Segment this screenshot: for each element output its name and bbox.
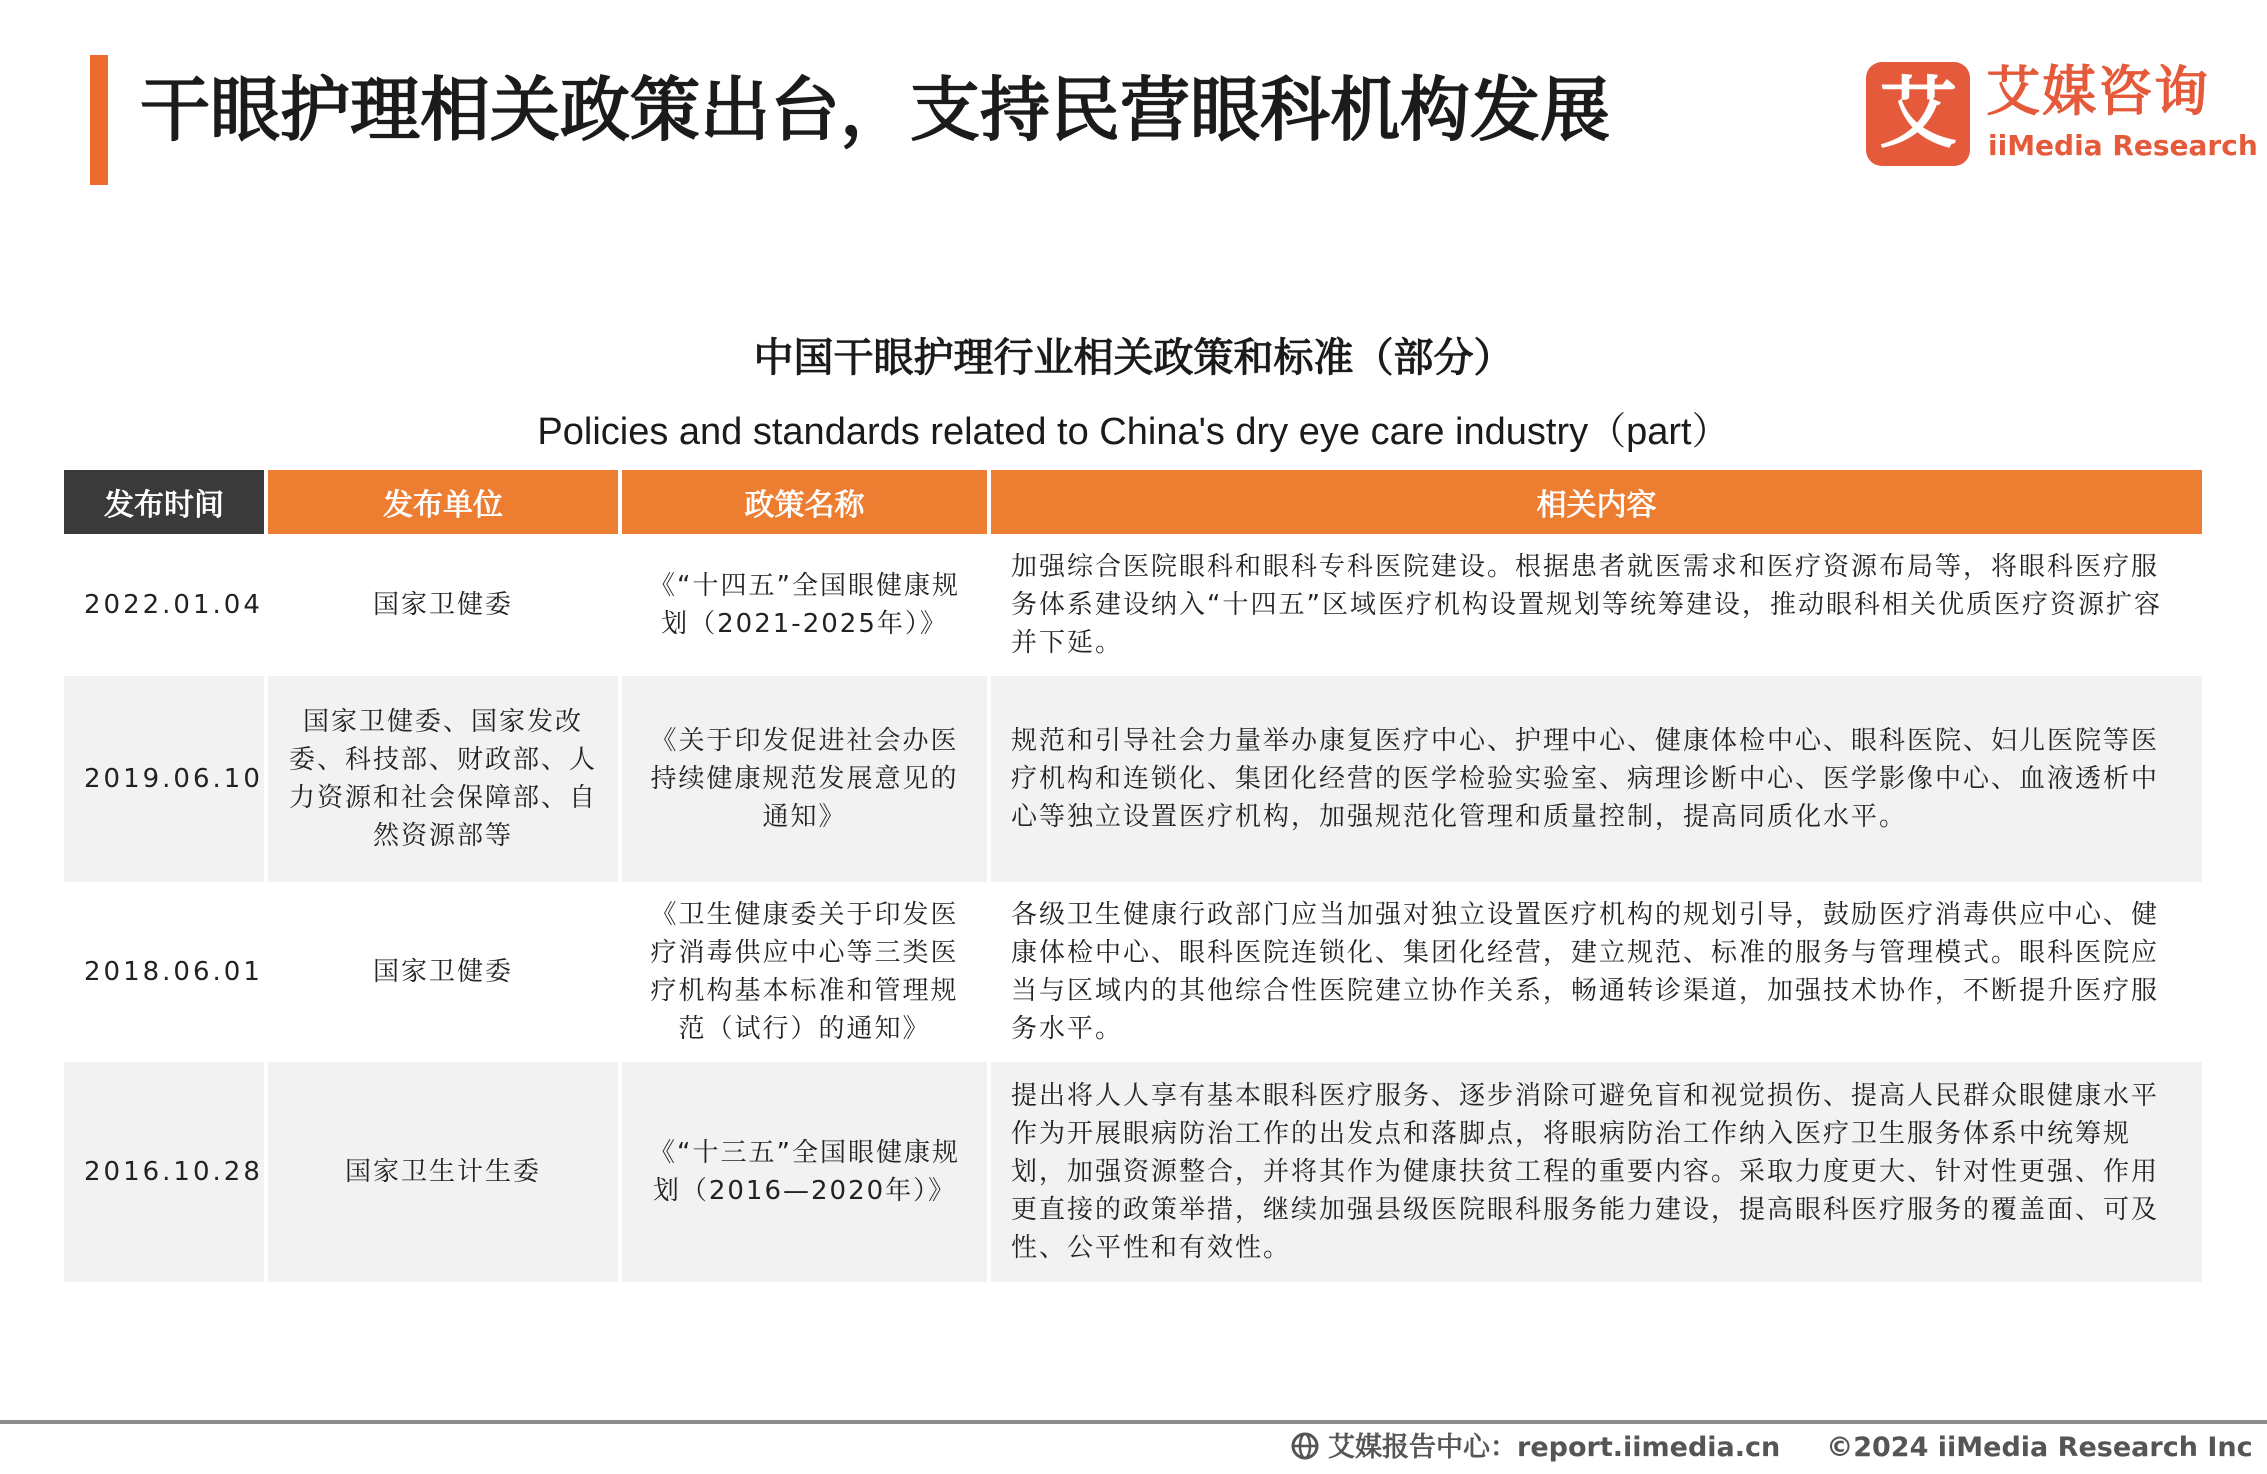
header-date: 发布时间: [64, 470, 264, 534]
table-row: [64, 886, 2202, 1058]
table-title-en: Policies and standards related to China's dry eye care industry（part）: [537, 411, 1730, 453]
cell-issuer: 国家卫健委: [268, 886, 618, 1058]
header-content: 相关内容: [991, 470, 2202, 534]
table-row: [64, 676, 2202, 882]
logo-mark-icon: 艾: [1866, 62, 1970, 166]
table-row: [64, 538, 2202, 672]
policy-table: [60, 466, 2206, 1286]
cell-policy: 《“十三五”全国眼健康规划（2016—2020年）》: [622, 1062, 987, 1282]
cell-policy: 《“十四五”全国眼健康规划（2021-2025年）》: [622, 538, 987, 672]
cell-policy: 《关于印发促进社会办医持续健康规范发展意见的通知》: [622, 676, 987, 882]
page-title: 干眼护理相关政策出台，支持民营眼科机构发展: [140, 69, 1610, 151]
cell-issuer: 国家卫健委、国家发改委、科技部、财政部、人力资源和社会保障部、自然资源部等: [268, 676, 618, 882]
cell-date: 2022.01.04: [64, 538, 264, 672]
cell-content: 规范和引导社会力量举办康复医疗中心、护理中心、健康体检中心、眼科医院、妇儿医院等医疗机构和连锁化、集团化经营的医学检验实验室、病理诊断中心、医学影像中心、血液透析中心等独立设置医疗机构，加强规范化管理和质量控制，提高同质化水平。: [991, 676, 2202, 882]
cell-content: 加强综合医院眼科和眼科专科医院建设。根据患者就医需求和医疗资源布局等，将眼科医疗服务体系建设纳入“十四五”区域医疗机构设置规划等统筹建设，推动眼科相关优质医疗资源扩容并下延。: [991, 538, 2202, 672]
footer-source[interactable]: 艾媒报告中心：report.iimedia.cn: [1328, 1432, 1781, 1463]
cell-date: 2018.06.01: [64, 886, 264, 1058]
cell-content: 各级卫生健康行政部门应当加强对独立设置医疗机构的规划引导，鼓励医疗消毒供应中心、健康体检中心、眼科医院连锁化、集团化经营，建立规范、标准的服务与管理模式。眼科医院应当与区域内的其他综合性医院建立协作关系，畅通转诊渠道，加强技术协作，不断提升医疗服务水平。: [991, 886, 2202, 1058]
cell-date: 2016.10.28: [64, 1062, 264, 1282]
footer-copyright: ©2024 iiMedia Research Inc: [1826, 1432, 2253, 1463]
table-title-cn: 中国干眼护理行业相关政策和标准（部分）: [753, 335, 1514, 381]
header-issuer: 发布单位: [268, 470, 618, 534]
cell-date: 2019.06.10: [64, 676, 264, 882]
logo-name-en: iiMedia Research: [1988, 129, 2258, 162]
cell-content: 提出将人人享有基本眼科医疗服务、逐步消除可避免盲和视觉损伤、提高人民群众眼健康水平作为开展眼病防治工作的出发点和落脚点，将眼病防治工作纳入医疗卫生服务体系中统筹规划，加强资源整合，并将其作为健康扶贫工程的重要内容。采取力度更大、针对性更强、作用更直接的政策举措，继续加强县级医院眼科服务能力建设，提高眼科医疗服务的覆盖面、可及性、公平性和有效性。: [991, 1062, 2202, 1282]
cell-issuer: 国家卫生计生委: [268, 1062, 618, 1282]
header-policy: 政策名称: [622, 470, 987, 534]
table-header-row: [64, 470, 2202, 534]
footer-divider: [0, 1420, 2267, 1424]
footer: [1290, 1428, 2253, 1468]
table-row: [64, 1062, 2202, 1282]
globe-icon: [1290, 1431, 1320, 1461]
title-accent-bar: [90, 55, 108, 185]
logo-name-cn: 艾媒咨询: [1986, 60, 2210, 123]
cell-issuer: 国家卫健委: [268, 538, 618, 672]
iimedia-logo: [1866, 60, 2258, 172]
cell-policy: 《卫生健康委关于印发医疗消毒供应中心等三类医疗机构基本标准和管理规范（试行）的通知》: [622, 886, 987, 1058]
